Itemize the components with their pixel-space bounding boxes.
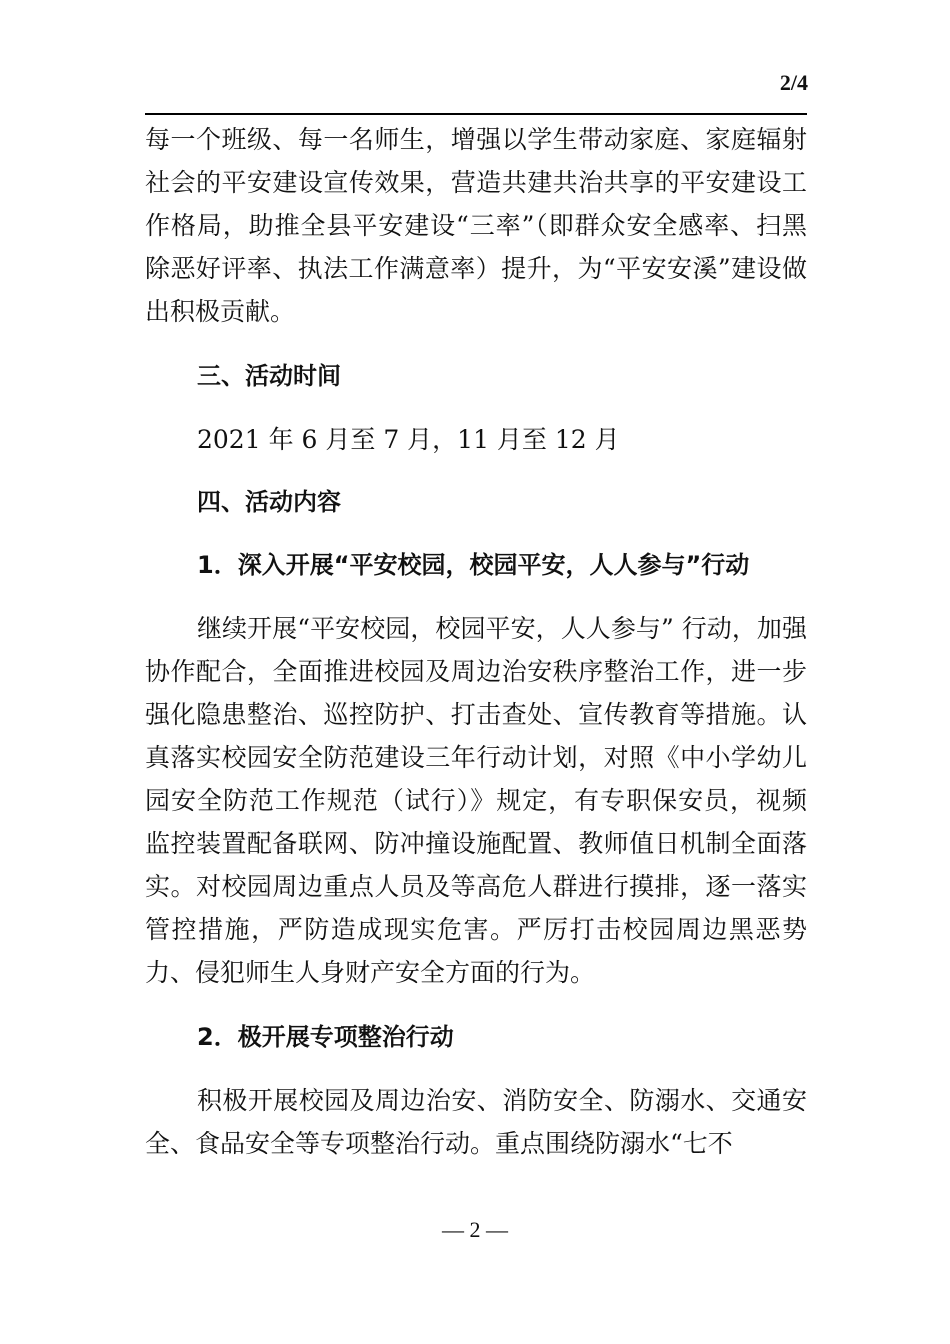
page-number-footer: — 2 — [442, 1217, 508, 1242]
subsection-heading-2: 2．极开展专项整治行动 [197, 1023, 454, 1051]
section-heading-activity-content: 四、活动内容 [197, 488, 341, 516]
subsection-heading-1: 1．深入开展“平安校园，校园平安，人人参与”行动 [197, 551, 750, 579]
page-counter: 2/4 [779, 70, 808, 95]
subsection-1-text: 继续开展“平安校园，校园平安，人人参与” 行动，加强协作配合，全面推进校园及周边治安秩序整治工作，进一步强化隐患整治、巡控防护、打击查处、宣传教育等措施。认真落实校园安全防范建设三年行动计划，对照《中小学幼儿园安全防范工作规范（试行）》规定，有专职保安员，视频监控装置配备联网、防冲撞设施配置、教师值日机制全面落实。对校园周边重点人员及等高危人群进行摸排，逐一落实管控措施，严防造成现实危害。严厉打击校园周边黑恶势力、侵犯师生人身财产安全方面的行为。 [145, 614, 807, 987]
section-heading-activity-time: 三、活动时间 [197, 362, 341, 390]
document-body [145, 118, 807, 1165]
header-rule [145, 113, 807, 115]
subsection-2-text: 积极开展校园及周边治安、消防安全、防溺水、交通安全、食品安全等专项整治行动。重点围绕防溺水“七不 [145, 1086, 807, 1158]
paragraph-continued: 每一个班级、每一名师生，增强以学生带动家庭、家庭辐射社会的平安建设宣传效果，营造共建共治共享的平安建设工作格局，助推全县平安建设“三率”（即群众安全感率、扫黑除恶好评率、执法工作满意率）提升，为“平安安溪”建设做出积极贡献。 [145, 125, 807, 326]
activity-time-text: 2021 年 6 月至 7 月，11 月至 12 月 [197, 425, 620, 454]
